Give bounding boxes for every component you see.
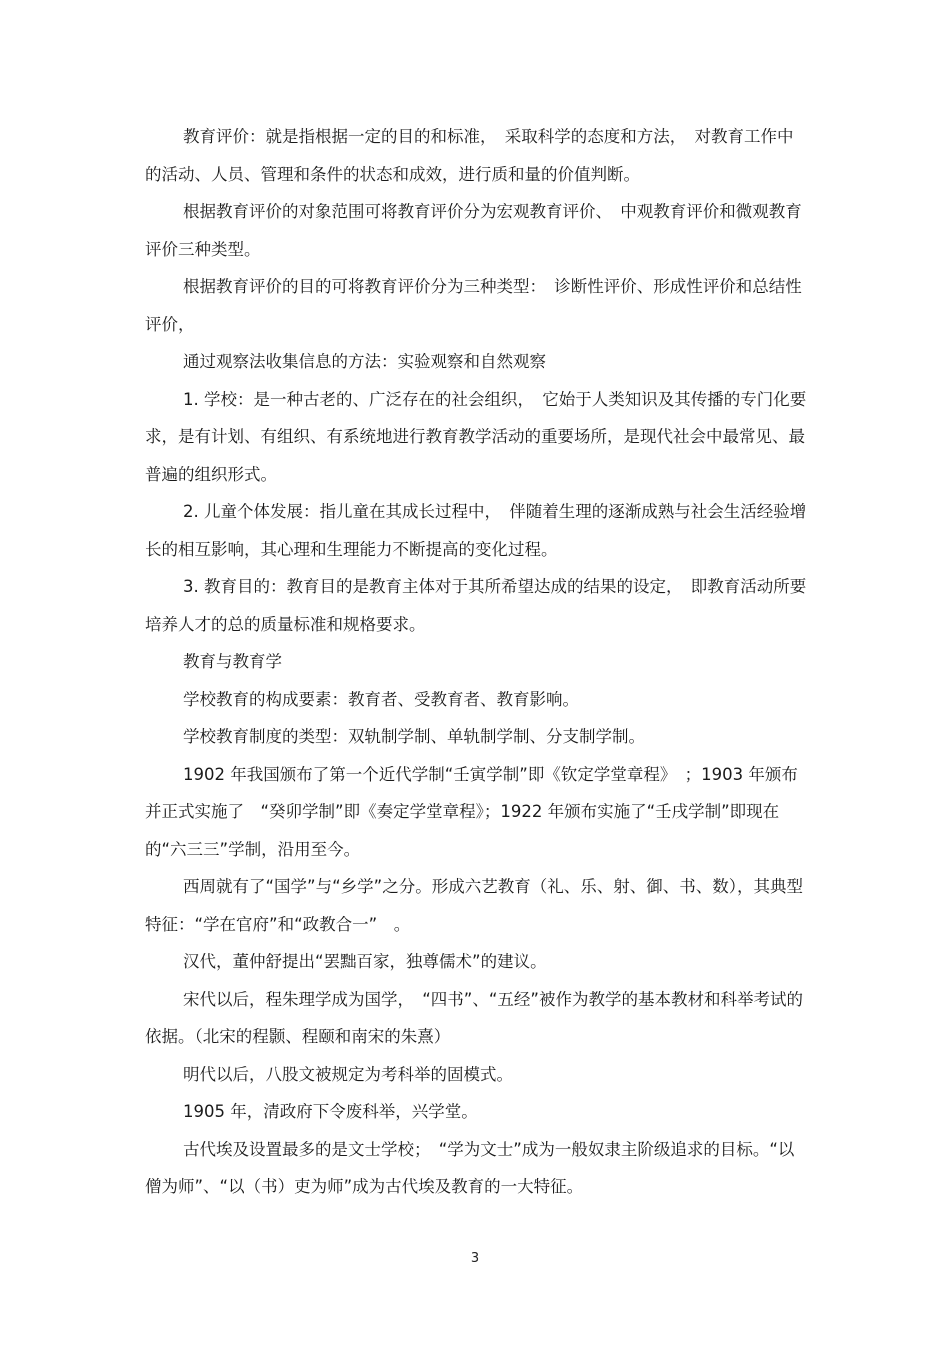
page-body: [145, 118, 809, 1206]
paragraph-school-definition: 1. 学校：是一种古老的、广泛存在的社会组织， 它始于人类知识及其传播的专门化要求，是有计划、有组织、有系统地进行教育教学活动的重要场所，是现代社会中最常见、最普遍的组织形式。: [145, 389, 807, 484]
paragraph-song-dynasty: 宋代以后，程朱理学成为国学， “四书”、“五经”被作为教学的基本教材和科举考试的依据。（北宋的程颢、程颐和南宋的朱熹）: [145, 989, 803, 1046]
paragraph-observation-method: 通过观察法收集信息的方法：实验观察和自然观察: [183, 352, 546, 371]
paragraph-han-dynasty: 汉代，董仲舒提出“罢黜百家，独尊儒术”的建议。: [183, 952, 547, 971]
paragraph-school-elements: 学校教育的构成要素：教育者、受教育者、教育影响。: [183, 689, 579, 709]
paragraph-evaluation-by-scope: 根据教育评价的对象范围可将教育评价分为宏观教育评价、 中观教育评价和微观教育评价三种类型。: [145, 202, 802, 259]
paragraph-child-development: 2. 儿童个体发展：指儿童在其成长过程中， 伴随着生理的逐渐成熟与社会生活经验增长的相互影响，其心理和生理能力不断提高的变化过程。: [145, 502, 807, 559]
paragraph-evaluation-by-purpose: 根据教育评价的目的可将教育评价分为三种类型： 诊断性评价、形成性评价和总结性评价，: [145, 277, 802, 334]
paragraph-school-system-types: 学校教育制度的类型：双轨制学制、单轨制学制、分支制学制。: [183, 727, 645, 746]
page-number: 3: [470, 1251, 480, 1266]
paragraph-modern-school-systems: 1902 年我国颁布了第一个近代学制“壬寅学制”即《钦定学堂章程》 ；1903 年颁布并正式实施了 “癸卯学制”即《奏定学堂章程》；1922 年颁布实施了“壬戌学制”即现在的“六三三”学制，沿用至今。: [145, 764, 798, 859]
paragraph-ming-dynasty: 明代以后，八股文被规定为考科举的固模式。: [183, 1064, 513, 1084]
paragraph-education-evaluation: 教育评价：就是指根据一定的目的和标准， 采取科学的态度和方法， 对教育工作中的活动、人员、管理和条件的状态和成效，进行质和量的价值判断。: [145, 127, 794, 184]
paragraph-1905: 1905 年，清政府下令废科举，兴学堂。: [183, 1102, 478, 1121]
paragraph-ancient-egypt: 古代埃及设置最多的是文士学校； “学为文士”成为一般奴隶主阶级追求的目标。“以僧为师”、“以（书）吏为师”成为古代埃及教育的一大特征。: [145, 1139, 795, 1196]
paragraph-western-zhou: 西周就有了“国学”与“乡学”之分。形成六艺教育（礼、乐、射、御、书、数），其典型特征：“学在官府”和“政教合一” 。: [145, 877, 803, 934]
paragraph-education-purpose: 3. 教育目的：教育目的是教育主体对于其所希望达成的结果的设定， 即教育活动所要培养人才的总的质量标准和规格要求。: [145, 577, 807, 634]
section-heading-education-pedagogy: 教育与教育学: [183, 652, 282, 671]
